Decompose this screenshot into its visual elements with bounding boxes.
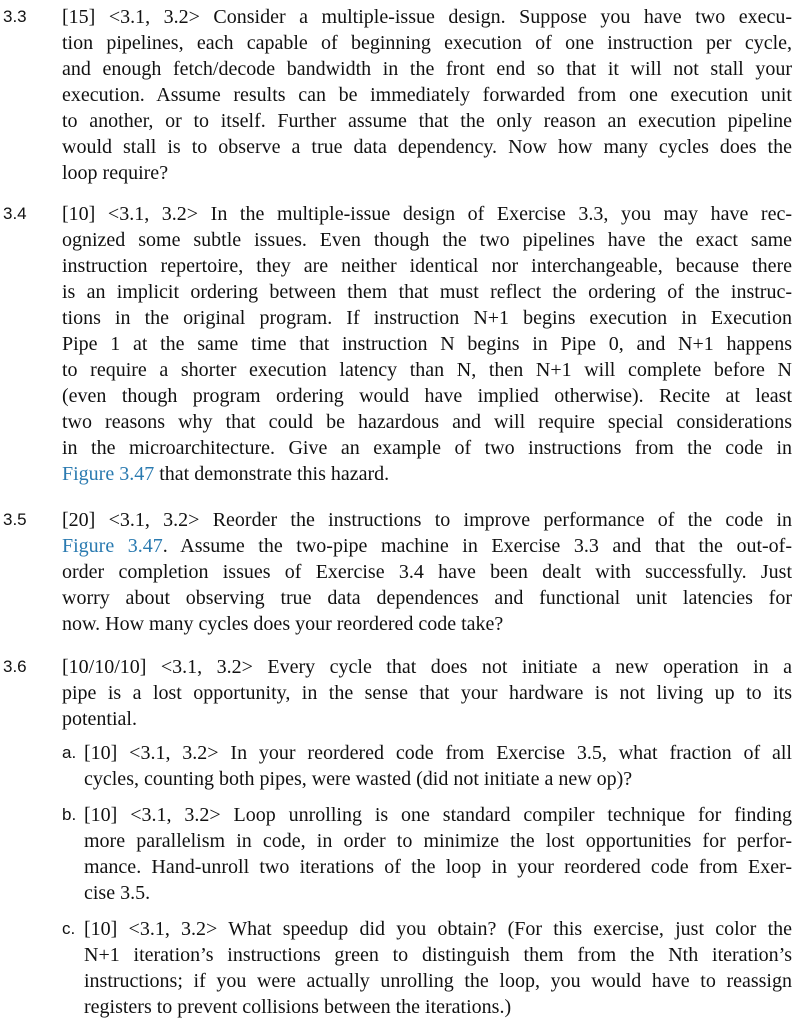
text-line: N+1 iteration’s instructions green to distinguish them from the Nth iteration’s xyxy=(84,944,792,966)
text-line: [15] <3.1, 3.2> Consider a multiple-issue design. Suppose you have two execu- xyxy=(62,6,792,28)
text-line: two reasons why that could be hazardous and will require special considerations xyxy=(62,411,792,433)
figure-3-47-link[interactable]: Figure 3.47 xyxy=(62,463,155,485)
text-line: tion pipelines, each capable of beginning execution of one instruction per cycle, xyxy=(62,32,792,54)
exercise-number: 3.5 xyxy=(3,510,27,529)
text-line: [10] <3.1, 3.2> In your reordered code from Exercise 3.5, what fraction of all xyxy=(84,742,792,764)
subpart-label: a. xyxy=(62,743,77,762)
figure-3-47-link[interactable]: Figure 3.47 xyxy=(62,535,163,557)
text-line: tions in the original program. If instruction N+1 begins execution in Execution xyxy=(62,307,792,329)
text-line: pipe is a lost opportunity, in the sense that your hardware is not living up to its xyxy=(62,682,792,704)
text-line: execution. Assume results can be immediately forwarded from one execution unit xyxy=(62,84,792,106)
exercise-number: 3.4 xyxy=(3,204,27,223)
subpart-text xyxy=(84,740,792,792)
text-fragment: that demonstrate this hazard. xyxy=(154,463,390,485)
text-line: [10] <3.1, 3.2> In the multiple-issue design of Exercise 3.3, you may have rec- xyxy=(62,203,792,225)
text-line: registers to prevent collisions between the iterations.) xyxy=(84,996,512,1018)
exercise-number: 3.6 xyxy=(3,657,27,676)
text-line: and enough fetch/decode bandwidth in the front end so that it will not stall your xyxy=(62,58,792,80)
exercise-text xyxy=(62,4,792,186)
text-line: [10/10/10] <3.1, 3.2> Every cycle that does not initiate a new operation in a xyxy=(62,656,792,678)
text-line: worry about observing true data dependences and functional unit latencies for xyxy=(62,587,792,609)
text-line: to another, or to itself. Further assume that the only reason an execution pipeline xyxy=(62,110,792,132)
exercise-number: 3.3 xyxy=(3,7,27,26)
text-line: now. How many cycles does your reordered code take? xyxy=(62,613,504,635)
text-line xyxy=(62,533,792,559)
subpart-label: c. xyxy=(62,919,76,938)
text-line: to require a shorter execution latency than N, then N+1 will complete before N xyxy=(62,359,792,381)
text-line: (even though program ordering would have implied otherwise). Recite at least xyxy=(62,385,792,407)
subpart-label: b. xyxy=(62,805,77,824)
exercise-text xyxy=(62,201,792,487)
text-line: cise 3.5. xyxy=(84,882,151,904)
text-line: would stall is to observe a true data dependency. Now how many cycles does the xyxy=(62,136,792,158)
text-line: loop require? xyxy=(62,162,169,184)
text-line: potential. xyxy=(62,708,137,730)
exercise-text xyxy=(62,507,792,637)
text-fragment: . Assume the two-pipe machine in Exercise 3.3 and that the out-of- xyxy=(162,535,792,557)
text-line: more parallelism in code, in order to minimize the lost opportunities for perfor- xyxy=(84,830,792,852)
text-line: mance. Hand-unroll two iterations of the loop in your reordered code from Exer- xyxy=(84,856,792,878)
text-line: is an implicit ordering between them that must reflect the ordering of the instruc- xyxy=(62,281,792,303)
text-line: [10] <3.1, 3.2> Loop unrolling is one standard compiler technique for finding xyxy=(84,804,792,826)
text-line: ognized some subtle issues. Even though the two pipelines have the exact same xyxy=(62,229,792,251)
text-line: [10] <3.1, 3.2> What speedup did you obtain? (For this exercise, just color the xyxy=(84,918,792,940)
text-line: in the microarchitecture. Give an example of two instructions from the code in xyxy=(62,437,792,459)
exercise-text xyxy=(62,654,792,732)
text-line: instruction repertoire, they are neither identical nor interchangeable, because there xyxy=(62,255,792,277)
text-line: cycles, counting both pipes, were wasted (did not initiate a new op)? xyxy=(84,768,633,790)
text-line: instructions; if you were actually unrolling the loop, you would have to reassign xyxy=(84,970,792,992)
text-line xyxy=(62,461,792,487)
text-line: Pipe 1 at the same time that instruction N begins in Pipe 0, and N+1 happens xyxy=(62,333,792,355)
subpart-text xyxy=(84,802,792,906)
text-line: order completion issues of Exercise 3.4 have been dealt with successfully. Just xyxy=(62,561,792,583)
text-line: [20] <3.1, 3.2> Reorder the instructions to improve performance of the code in xyxy=(62,509,792,531)
subpart-text xyxy=(84,916,792,1020)
